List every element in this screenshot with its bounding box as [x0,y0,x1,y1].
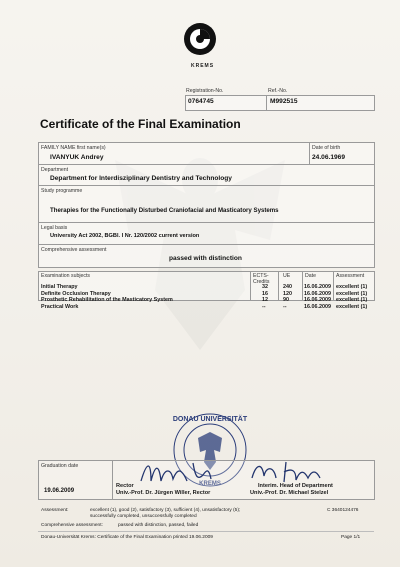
exam-ue: -- [283,304,287,311]
head-signature-icon [246,456,326,486]
assessment-value: passed with distinction [169,255,242,262]
exam-date: 16.06.2009 [304,290,331,297]
exam-assessment: excellent (1) [336,297,368,304]
exam-subject: Initial Therapy [41,284,78,290]
department-label: Department [41,167,69,173]
serial-number: C 3640124476 [327,508,359,513]
page-title: Certificate of the Final Examination [40,117,241,131]
dob-label: Date of birth [312,145,341,151]
programme-label: Study programme [41,188,83,194]
assessment-key-label: Assessment: [41,508,69,513]
logo-text-bottom: KREMS [191,63,215,69]
exam-ue: 120 [283,290,292,297]
exam-subject: Definite Occlusion Therapy [41,290,111,297]
comprehensive-key-value: passed with distinction, passed, failed [118,523,199,528]
exam-ects: 16 [262,290,268,297]
comprehensive-key-label: Comprehensive assessment: [41,523,103,528]
print-note: Donau-Universität Krems: Certificate of the Final Examination printed 19.06.2009 [41,535,213,540]
name-label: FAMILY NAME first name(s) [41,145,106,151]
assessment-key-line2: successfully completed, unsuccessfully completed [90,514,197,519]
header-date: Date [305,273,316,279]
page-number: Page 1/1 [341,535,361,540]
rector-name: Univ.-Prof. Dr. Jürgen Willer, Rector [116,490,211,496]
svg-text:DONAU UNIVERSITÄT: DONAU UNIVERSITÄT [172,416,248,423]
exam-ue: 90 [283,297,289,304]
name-value: IVANYUK Andrey [50,154,104,161]
reference-number: M992515 [270,98,298,105]
graduation-date: 19.06.2009 [44,488,75,494]
exam-ects: -- [262,304,266,311]
exam-ects: 32 [262,284,268,290]
rector-title: Rector [116,483,134,489]
exam-ue: 240 [283,284,292,290]
reference-label: Ref.-No. [268,88,288,94]
department-value: Department for Interdisziplinary Dentistry and Technology [50,175,232,182]
exam-date: 16.06.2009 [304,304,331,311]
exam-assessment: excellent (1) [336,290,368,297]
header-ects: ECTS-Credits [253,273,270,285]
assessment-key-line1: excellent (1), good (2), satisfactory (3), sufficient (4), unsatisfactory (5); [90,508,241,513]
university-logo-icon [171,8,229,70]
registration-label: Registration-No. [186,88,224,94]
header-subjects: Examination subjects [41,273,91,279]
head-title: Interim. Head of Department [258,483,333,489]
dob-value: 24.06.1969 [312,154,346,161]
exam-subject: Prosthetic Rehabilitation of the Masticatory System [41,297,173,304]
exam-assessment: excellent (1) [336,304,368,311]
svg-text:KREMS: KREMS [199,481,221,487]
exam-subject: Practical Work [41,304,79,311]
rector-signature-icon [137,455,227,487]
header-ue: UE [283,273,291,279]
exam-ects: 12 [262,297,268,304]
exam-date: 16.06.2009 [304,284,331,290]
legal-basis-label: Legal basis [41,225,68,231]
programme-value: Therapies for the Functionally Disturbed Craniofacial and Masticatory Systems [50,207,279,214]
header-assessment: Assessment [336,273,365,279]
graduation-label: Graduation date [41,463,79,469]
exam-date: 16.06.2009 [304,297,331,304]
head-name: Univ.-Prof. Dr. Michael Stelzel [250,490,329,496]
legal-basis-value: University Act 2002, BGBl. I Nr. 120/2002 current version [50,233,200,239]
assessment-label: Comprehensive assessment [41,247,107,253]
exam-assessment: excellent (1) [336,284,368,290]
registration-number: 0764745 [188,98,214,105]
